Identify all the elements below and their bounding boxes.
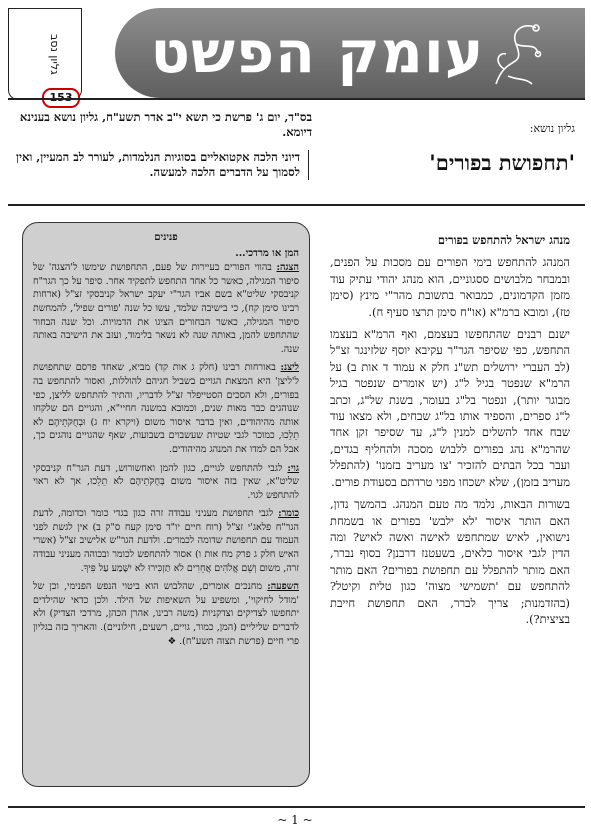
page-number: ~ 1 ~: [277, 813, 313, 827]
sidebar-item-label: גוי:: [287, 462, 299, 474]
sidebar-item: [33, 580, 299, 648]
sidebar-item-label: כומר:: [278, 508, 299, 520]
sidebar-item: [33, 462, 299, 503]
sidebar-item-text: באורחות רבינו (חלק ג אות קד) מביא, שאחד פרסם שתחפושת ל'ליצן' היא המצאת הגויים בשביל חגיהם להוללות, ואסור להתחפש בה בפורים, ולא הסכים הסטייפלר זצ"ל לדבריו, והתיר להתחפש לליצן, כפי שנוהגים כבר מאות שנים, וכמובא במשנה חחיי"א, והגויים הם שלקחו אותה מהיהודים, ואין בדבר איסור משום (ויקרא יח ג) וּבְחֻקֹּתֵיהֶם לֹא תֵלֵכוּ, כמוכר לגבי שטיות שעשבוים בשבועות, שאף שהגויים נוהגים כך, אבל הם למדו את המנהג מהיהודים.: [33, 362, 299, 455]
flourish-ornament-icon: [486, 14, 548, 94]
article-heading: מנהג ישראל להתחפש בפורים: [437, 233, 570, 247]
article-paragraph: ישנם רבנים שהתחפשו בעצמם, ואף הרמ"א בעצמו התחפש, כפי שסיפר הגר"ר עקיבא יוסף שלזינגר זצ"ל (לב העברי ירושלים תש"נ חלק א עמוד ד אות ב) על הרמ"א שנפטר בגיל ל"ג (יש אומרים שנפטר בגיל מבוגר יותר), ונפטר בל"ג בעומר, בשנת של"ג, וכתב ל"ג ספרים, והספיד אותו בל"ג שבחים, ולא מצאו עוד שבח אחד להשלים למנין ל"ג, עד שסיפר זקן אחד שהרמ"א נהג בפורים ללבוש מסכה ולהחליף בגדים, ועבר בכל הבתים להזכיר 'צו מעריב בזמנו' (להתפלל מעריב בזמן), שלא ישכחו מפני טרדתם בסעודת פורים.: [330, 327, 570, 489]
sidebar-title: פנינים: [154, 232, 178, 243]
main-article: [330, 232, 570, 633]
sidebar-item-text: לגבי תחפושת מעניני עבודה זרה כגון בגדי כומר וכדומה, לדעת הגר"ח פלאג'י זצ"ל (רוח חיים יו"ד סימן קעח ס"ק ב) אין לגשת לפני העמוד עם תחפושת שדומה לכמרים. ולדעת הגר"ש אלישיב זצ"ל (אשרי האיש חלק ג פרק מח אות ו) אסור להתחפש לכומר ובכוהה מעניני עבודה זרה, משום וְשֵׁם אֱלֹהִים אֲחֵרִים לֹא תַזְכִּירוּ לֹא יִשָּׁמַע עַל פִּיךָ.: [33, 508, 299, 574]
sidebar-item-text: מחנכים אומרים, שהלבוש הוא ביטוי הנפש הפנימי, וכן של 'מודל לחיקוי', ומשפיע על השאיפות של הילד. ולכן כדאי שהילדים יתחפשו לצדיקים וצדקניות (משה רבינו, אהרן הכהן, מרדכי הצדיק) ולא לדברים שליליים (המן, כמור, גויים, רשעים, חילוניים). והאריך בזה בגליון פרי חיים (פרשת תצוה תשע"ח). ❖: [33, 581, 299, 647]
sidebar-item: [33, 361, 299, 456]
disclaimer: דיוני הלכה אקטואליים בסוגיות הנלמדות, לעורר לב המעיין, ואין לסמוך על הדברים הלכה למעשה.: [12, 150, 309, 180]
issue-tag: [8, 8, 82, 100]
sidebar-item: [33, 507, 299, 575]
topic-label: גליון נושא:: [529, 122, 575, 135]
date-line: בס"ד, יום ג' פרשת כי תשא י"ב אדר תשע"ח, גליון נושא בענינא דיומא.: [19, 110, 312, 139]
sidebar-item-label: ליצנ:: [280, 362, 299, 374]
sidebar-box: [22, 222, 310, 787]
article-paragraph: המנהג להתחפש בימי הפורים עם מסכות על הפנים, ובמבחר מלבושים ססגוניים, הוא מנהג יהודי עתיק עוד מזמן הקדמונים, כמבואר בתשובת מהר"י מינץ (סימן טז), ומובא ברמ"א (או"ח סימן תרצו סעיף ח).: [330, 255, 570, 319]
page-title: עומק הפשט: [150, 18, 485, 86]
sidebar-item-label: השפעה:: [267, 581, 299, 593]
issue-tag-label: גליון נסב: [48, 33, 61, 75]
topic-title: 'תחפושת בפורים': [429, 150, 575, 175]
sidebar-item-text: בהווי הפורים בעיירות של פעם, התחפושת שימשו ל'הצגה' של סיפור המגילה, כאשר כל אחד התחפש לתפקיד אחר. סיפר על כך הגר"ח קניבסקי שליט"א בשם אביו הגר"י יעקב ישראל קניבסקי זצ"ל (ארחות רבינו סימן קח), כי בישיבה שלמד, עשו כל שנה 'פורים שפיל', להמחשת סיפור המגילה, כאשר הבחורים הציגו את הדמויות. וכל שנה הבחור שהתחפש להמן, באותה שנה לא נשאר בלימוד, ועזב את הישיבה באותה שנה.: [33, 262, 299, 355]
sidebar-item: [33, 261, 299, 356]
header-divider: [8, 98, 585, 100]
sidebar-subtitle: המן או מרדכי...: [235, 247, 299, 259]
article-paragraph: בשורות הבאות, נלמד מה טעם המנהג. בהמשך נדון, האם הותר איסור 'לא ילבש' בפורים או בשמחת נישואין, לאיש שמתחפש לאישה ואשה לאיש? ומה הדין לגבי איסור כלאים, בשעטנז דרבנן? בסוף נברר, האם מותר להתפלל עם תחפושת בפורים? האם מותר להתחפש עם 'תשמישי מצוה' כגון טלית וקיטל? (בהזדמנות; צריך לברר, האם תחפושת חייבת בציצית?).: [330, 497, 570, 626]
footer-divider: [8, 806, 585, 808]
sidebar-item-text: לגבי להתחפש לגויים, כגון להמן ואחשורוש, דעת הגר"ח קניבסקי שליט"א, שאין בזה איסור משום בְּחֻקֹּתֵיהֶם לֹא תֵלֵכוּ, אך לא ראוי להתחפש לגוי.: [33, 462, 299, 501]
section-divider: [8, 204, 585, 206]
sidebar-item-label: הצגה:: [276, 262, 299, 274]
